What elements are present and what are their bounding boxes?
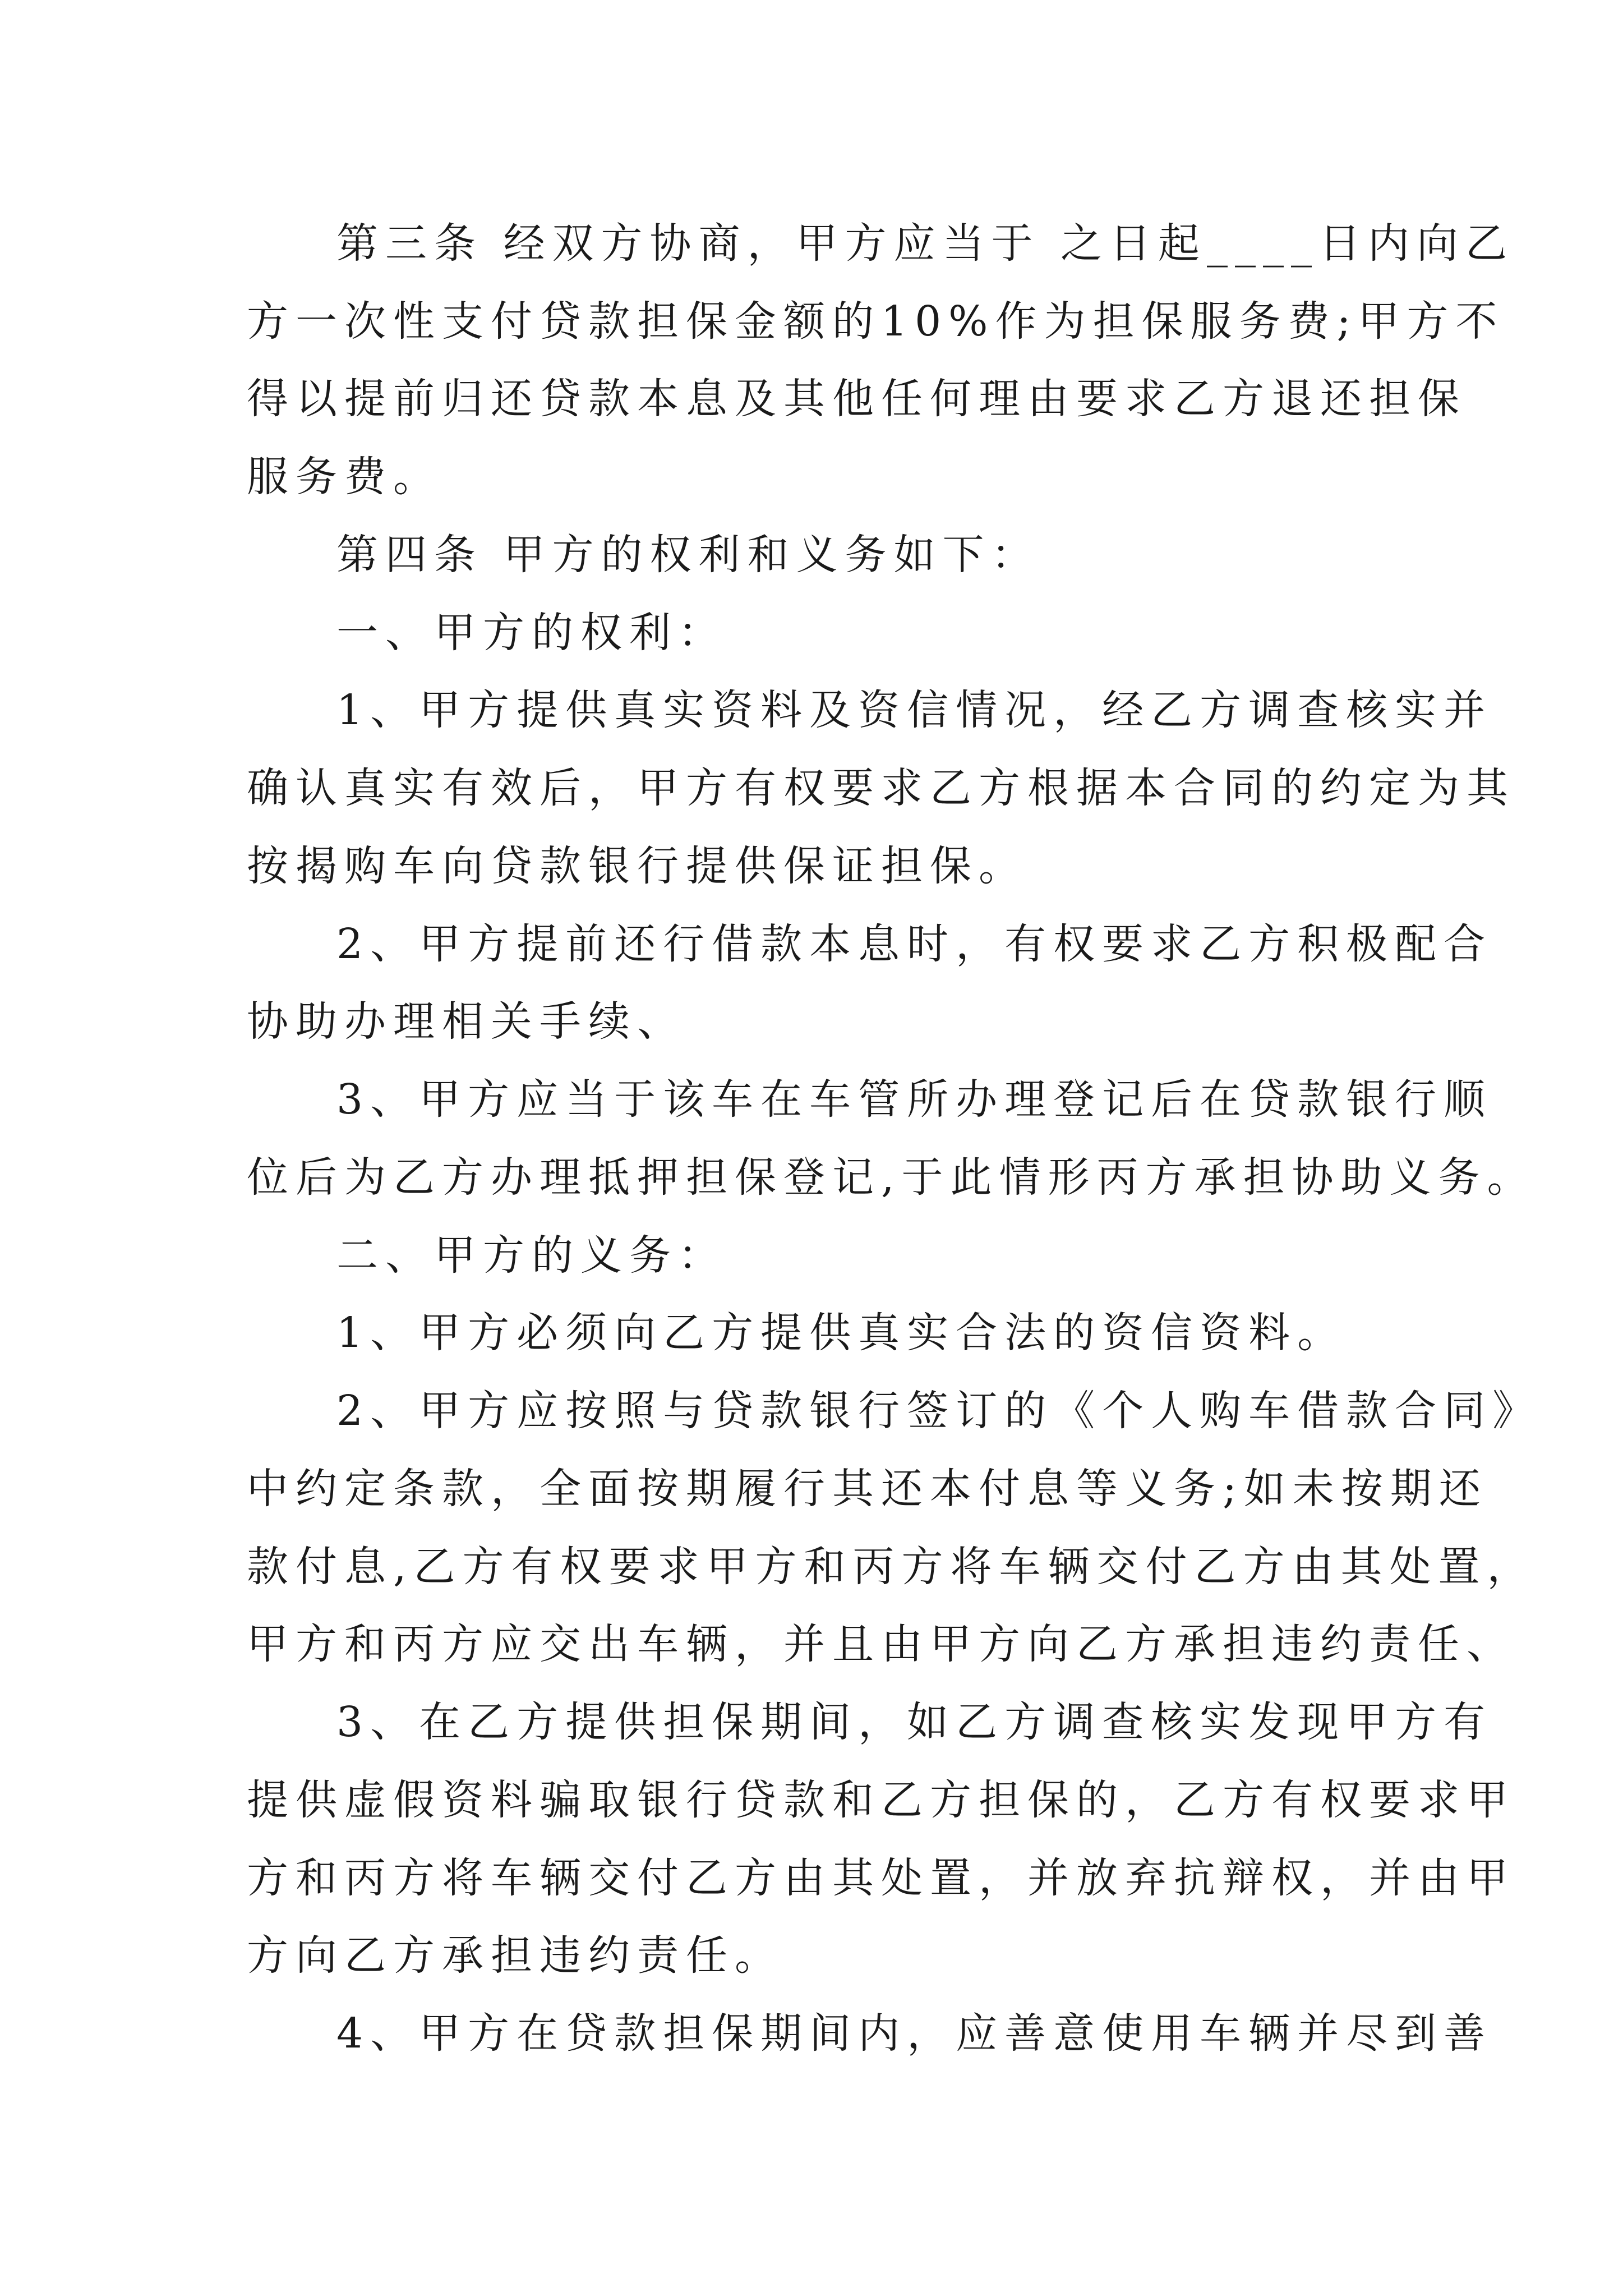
text-line: 1、甲方必须向乙方提供真实合法的资信资料。 bbox=[336, 1309, 1347, 1357]
text-line: 协助办理相关手续、 bbox=[247, 997, 686, 1046]
text-line: 方和丙方将车辆交付乙方由其处置，并放弃抗辩权，并由甲 bbox=[247, 1854, 1515, 1902]
text-line: 二、甲方的义务： bbox=[336, 1231, 727, 1280]
text-line: 4、甲方在贷款担保期间内，应善意使用车辆并尽到善 bbox=[336, 2009, 1493, 2058]
text-line: 服务费。 bbox=[247, 453, 442, 501]
text-line: 第四条 甲方的权利和义务如下： bbox=[336, 531, 1040, 579]
text-line: 按揭购车向贷款银行提供保证担保。 bbox=[247, 842, 1027, 890]
text-line: 确认真实有效后，甲方有权要求乙方根据本合同的约定为其 bbox=[247, 764, 1515, 812]
text-line: 1、甲方提供真实资料及资信情况，经乙方调查核实并 bbox=[336, 686, 1493, 734]
text-line: 3、甲方应当于该车在车管所办理登记后在贷款银行顺 bbox=[336, 1075, 1493, 1124]
text-line: 3、在乙方提供担保期间，如乙方调查核实发现甲方有 bbox=[336, 1698, 1493, 1746]
text-line: 2、甲方提前还行借款本息时，有权要求乙方积极配合 bbox=[336, 920, 1493, 968]
text-line: 方向乙方承担违约责任。 bbox=[247, 1931, 783, 1980]
text-line: 2、甲方应按照与贷款银行签订的《个人购车借款合同》 bbox=[336, 1387, 1542, 1435]
text-line: 甲方和丙方应交出车辆，并且由甲方向乙方承担违约责任、 bbox=[247, 1620, 1515, 1668]
text-line: 款付息,乙方有权要求甲方和丙方将车辆交付乙方由其处置， bbox=[247, 1543, 1536, 1591]
text-line: 一、甲方的权利： bbox=[336, 609, 727, 657]
text-line: 提供虚假资料骗取银行贷款和乙方担保的，乙方有权要求甲 bbox=[247, 1776, 1515, 1824]
text-line: 位后为乙方办理抵押担保登记,于此情形丙方承担协助义务。 bbox=[247, 1153, 1536, 1202]
text-line: 中约定条款，全面按期履行其还本付息等义务;如未按期还 bbox=[247, 1465, 1488, 1513]
text-line: 第三条 经双方协商，甲方应当于 之日起____日内向乙 bbox=[336, 219, 1515, 268]
text-line: 得以提前归还贷款本息及其他任何理由要求乙方退还担保 bbox=[247, 375, 1467, 423]
text-line: 方一次性支付贷款担保金额的10%作为担保服务费;甲方不 bbox=[247, 297, 1505, 346]
